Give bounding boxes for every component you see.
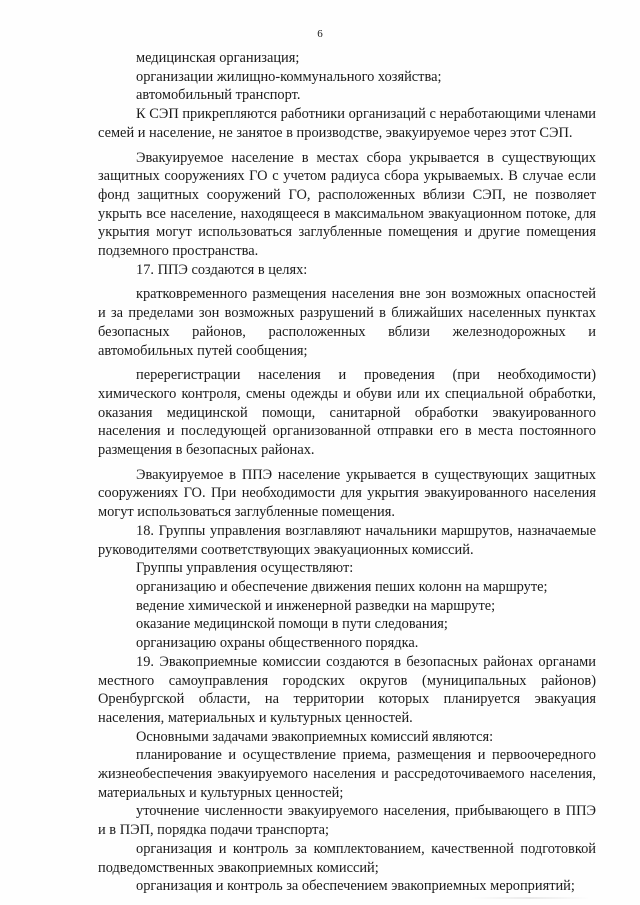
scan-artifact <box>470 897 590 899</box>
list-item: организации жилищно-коммунального хозяйства; <box>136 68 442 85</box>
paragraph: Эвакуируемое население в местах сбора укрывается в существующих защитных сооружениях ГО с учетом радиуса сбора укрываемых. В случае если фонд защитных сооружений ГО, расположенных вблизи СЭП, не позволяет укрыть все население, находящееся в максимальном эвакуационном потоке, для укрытия могут использоваться заглубленные помещения и другие помещения подземного пространства. <box>98 149 596 260</box>
list-item: перерегистрации населения и проведения (при необходимости) химического контроля, смены одежды и обуви или их специальной обработки, оказания медицинской помощи, санитарной обработки эвакуированного населения и последующей организованной отправки его в места постоянного размещения в безопасных районах. <box>98 367 596 459</box>
list-item: ведение химической и инженерной разведки на маршруте; <box>136 597 496 614</box>
list-item: оказание медицинской помощи в пути следования; <box>136 616 448 633</box>
list-item: кратковременного размещения населения вне зон возможных опасностей и за пределами зон возможных разрушений в ближайших населенных пунктах безопасных районов, расположенных вблизи железнодорожных и автомобильных путей сообщения; <box>98 286 596 359</box>
paragraph: Группы управления осуществляют: <box>136 560 354 577</box>
list-item: медицинская организация; <box>136 50 300 66</box>
list-item: планирование и осуществление приема, размещения и первоочередного жизнеобеспечения эвакуируемого населения и рассредоточиваемого населения, материальных и культурных ценностей; <box>98 747 596 801</box>
page-number: 6 <box>317 28 323 40</box>
list-item: организацию охраны общественного порядка. <box>136 635 419 652</box>
paragraph: Основными задачами эвакоприемных комиссий являются: <box>136 728 494 745</box>
document-body <box>98 49 596 896</box>
paragraph: Эвакуируемое в ППЭ население укрывается в существующих защитных сооружениях ГО. При необходимости для укрытия эвакуированного населения могут использоваться заглубленные помещения. <box>98 466 596 521</box>
section-heading: 18. Группы управления возглавляют начальники маршрутов, назначаемые руководителями соответствующих эвакуационных комиссий. <box>98 522 596 558</box>
list-item: автомобильный транспорт. <box>136 87 301 104</box>
section-heading: 17. ППЭ создаются в целях: <box>136 261 308 278</box>
list-item: уточнение численности эвакуируемого населения, прибывающего в ППЭ и в ПЭП, порядка подачи транспорта; <box>98 803 596 839</box>
paragraph: К СЭП прикрепляются работники организаций с неработающими членами семей и население, не занятое в производстве, эвакуируемое через этот СЭП. <box>98 106 596 141</box>
list-item: организацию и обеспечение движения пеших колонн на маршруте; <box>136 578 548 595</box>
section-heading: 19. Эвакоприемные комиссии создаются в безопасных районах органами местного самоуправления городских округов (муниципальных районов) Оренбургской области, на территории которых планируется эвакуация населения, материальных и культурных ценностей. <box>98 653 596 726</box>
list-item: организация и контроль за обеспечением эвакоприемных мероприятий; <box>136 878 575 895</box>
list-item: организация и контроль за комплектованием, качественной подготовкой подведомственных эвакоприемных комиссий; <box>98 840 596 876</box>
